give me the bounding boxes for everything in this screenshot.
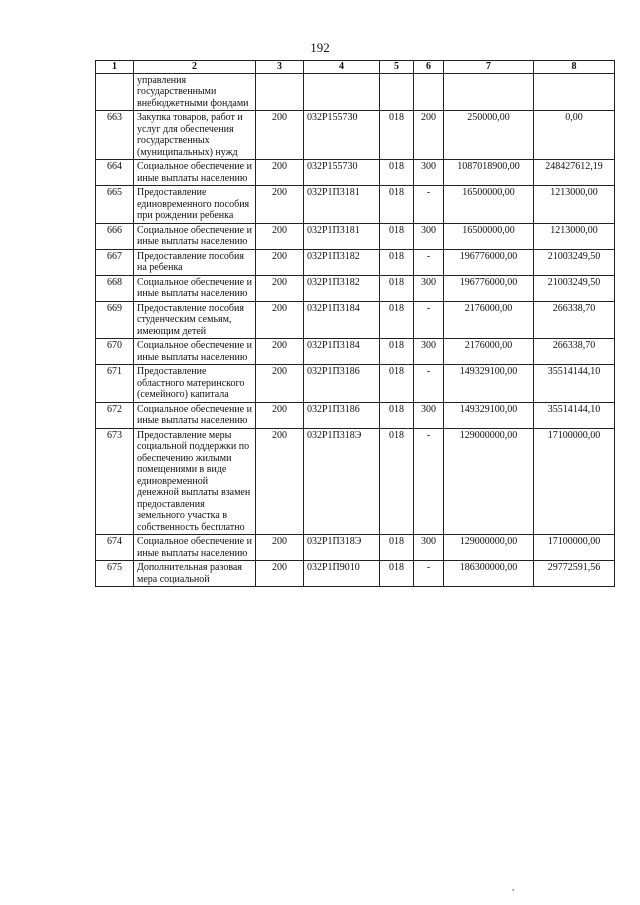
row-number: 670: [96, 339, 134, 365]
row-col-5: 018: [380, 365, 414, 403]
row-col-6: -: [414, 365, 444, 403]
row-code: 032Р1П3186: [304, 402, 380, 428]
row-fact-amount: 21003249,50: [534, 249, 615, 275]
row-code: 032Р1П3182: [304, 275, 380, 301]
row-col-6: -: [414, 249, 444, 275]
row-col-3: 200: [256, 301, 304, 339]
row-fact-amount: 21003249,50: [534, 275, 615, 301]
budget-table: [95, 60, 615, 587]
row-number: 669: [96, 301, 134, 339]
table-row: [96, 339, 615, 365]
row-col-6: 300: [414, 339, 444, 365]
row-col-6: 300: [414, 535, 444, 561]
header-row: [96, 61, 615, 74]
row-col-5: 018: [380, 160, 414, 186]
row-col-5: 018: [380, 275, 414, 301]
row-fact-amount: 1213000,00: [534, 223, 615, 249]
row-fact-amount: 29772591,56: [534, 561, 615, 587]
row-code: 032Р155730: [304, 160, 380, 186]
row-plan-amount: 129000000,00: [444, 535, 534, 561]
row-fact-amount: 248427612,19: [534, 160, 615, 186]
header-col-1: 1: [96, 61, 134, 74]
row-code: 032Р1П9010: [304, 561, 380, 587]
row-col-3: 200: [256, 428, 304, 535]
row-name: Социальное обеспечение и иные выплаты населению: [134, 339, 256, 365]
row-col-3: 200: [256, 223, 304, 249]
row-col-6: 300: [414, 160, 444, 186]
row-number: 668: [96, 275, 134, 301]
row-code: 032Р1П3181: [304, 223, 380, 249]
row-col-5: 018: [380, 561, 414, 587]
row-plan-amount: 2176000,00: [444, 301, 534, 339]
header-col-4: 4: [304, 61, 380, 74]
row-number: 664: [96, 160, 134, 186]
row-code: 032Р1П3186: [304, 365, 380, 403]
row-code: [304, 73, 380, 111]
row-plan-amount: 250000,00: [444, 111, 534, 160]
row-col-6: -: [414, 186, 444, 224]
row-col-5: 018: [380, 111, 414, 160]
row-col-5: 018: [380, 223, 414, 249]
row-col-5: 018: [380, 186, 414, 224]
row-name: Социальное обеспечение и иные выплаты населению: [134, 535, 256, 561]
row-col-3: 200: [256, 535, 304, 561]
row-col-3: [256, 73, 304, 111]
row-name: Дополнительная разовая мера социальной: [134, 561, 256, 587]
row-plan-amount: 196776000,00: [444, 249, 534, 275]
row-col-5: 018: [380, 535, 414, 561]
row-fact-amount: [534, 73, 615, 111]
row-plan-amount: 16500000,00: [444, 186, 534, 224]
table-row: [96, 301, 615, 339]
row-plan-amount: 186300000,00: [444, 561, 534, 587]
row-fact-amount: 17100000,00: [534, 535, 615, 561]
row-number: 674: [96, 535, 134, 561]
row-fact-amount: 35514144,10: [534, 365, 615, 403]
table-row: [96, 428, 615, 535]
row-plan-amount: [444, 73, 534, 111]
table-row: [96, 275, 615, 301]
row-plan-amount: 196776000,00: [444, 275, 534, 301]
row-col-6: -: [414, 301, 444, 339]
row-number: 665: [96, 186, 134, 224]
header-col-6: 6: [414, 61, 444, 74]
row-fact-amount: 266338,70: [534, 339, 615, 365]
row-number: 667: [96, 249, 134, 275]
row-code: 032Р1П3184: [304, 301, 380, 339]
row-plan-amount: 149329100,00: [444, 365, 534, 403]
row-name: Предоставление пособия студенческим семьям, имеющим детей: [134, 301, 256, 339]
table-row: [96, 561, 615, 587]
row-col-3: 200: [256, 561, 304, 587]
row-col-5: 018: [380, 402, 414, 428]
row-col-3: 200: [256, 111, 304, 160]
row-col-5: 018: [380, 339, 414, 365]
row-fact-amount: 1213000,00: [534, 186, 615, 224]
row-col-3: 200: [256, 339, 304, 365]
row-col-6: -: [414, 561, 444, 587]
row-name: Закупка товаров, работ и услуг для обеспечения государственных (муниципальных) нужд: [134, 111, 256, 160]
table-row: [96, 365, 615, 403]
row-code: 032Р1П3184: [304, 339, 380, 365]
row-name: Предоставление пособия на ребенка: [134, 249, 256, 275]
row-number: 672: [96, 402, 134, 428]
row-plan-amount: 1087018900,00: [444, 160, 534, 186]
row-name: Социальное обеспечение и иные выплаты населению: [134, 275, 256, 301]
row-col-3: 200: [256, 160, 304, 186]
row-name: Предоставление единовременного пособия при рождении ребенка: [134, 186, 256, 224]
table-row: [96, 160, 615, 186]
table-row: [96, 402, 615, 428]
row-plan-amount: 16500000,00: [444, 223, 534, 249]
row-code: 032Р1П3182: [304, 249, 380, 275]
row-number: 673: [96, 428, 134, 535]
row-name: управления государственными внебюджетными фондами: [134, 73, 256, 111]
row-col-6: 300: [414, 223, 444, 249]
row-col-3: 200: [256, 186, 304, 224]
row-col-5: 018: [380, 301, 414, 339]
row-col-6: [414, 73, 444, 111]
row-fact-amount: 17100000,00: [534, 428, 615, 535]
row-name: Социальное обеспечение и иные выплаты населению: [134, 223, 256, 249]
row-col-6: -: [414, 428, 444, 535]
row-col-5: 018: [380, 249, 414, 275]
row-name: Предоставление областного материнского (семейного) капитала: [134, 365, 256, 403]
table-row: [96, 186, 615, 224]
row-col-6: 200: [414, 111, 444, 160]
row-col-3: 200: [256, 275, 304, 301]
table-row: [96, 73, 615, 111]
row-col-6: 300: [414, 275, 444, 301]
header-col-2: 2: [134, 61, 256, 74]
row-name: Социальное обеспечение и иные выплаты населению: [134, 160, 256, 186]
row-plan-amount: 149329100,00: [444, 402, 534, 428]
table-row: [96, 223, 615, 249]
row-col-6: 300: [414, 402, 444, 428]
row-col-3: 200: [256, 402, 304, 428]
row-fact-amount: 35514144,10: [534, 402, 615, 428]
header-col-8: 8: [534, 61, 615, 74]
row-plan-amount: 129000000,00: [444, 428, 534, 535]
row-code: 032Р1П3181: [304, 186, 380, 224]
row-code: 032Р1П318Э: [304, 535, 380, 561]
table-row: [96, 535, 615, 561]
header-col-7: 7: [444, 61, 534, 74]
header-col-5: 5: [380, 61, 414, 74]
row-col-3: 200: [256, 365, 304, 403]
table-row: [96, 249, 615, 275]
header-col-3: 3: [256, 61, 304, 74]
row-code: 032Р1П318Э: [304, 428, 380, 535]
row-code: 032Р155730: [304, 111, 380, 160]
row-name: Социальное обеспечение и иные выплаты населению: [134, 402, 256, 428]
row-col-5: 018: [380, 428, 414, 535]
row-number: 666: [96, 223, 134, 249]
row-fact-amount: 0,00: [534, 111, 615, 160]
row-plan-amount: 2176000,00: [444, 339, 534, 365]
row-name: Предоставление меры социальной поддержки по обеспечению жилыми помещениями в виде единовременной денежной выплаты взамен предоставления земельного участка в собственность бесплатно: [134, 428, 256, 535]
row-number: 675: [96, 561, 134, 587]
row-number: [96, 73, 134, 111]
row-col-3: 200: [256, 249, 304, 275]
page-number: 192: [310, 40, 330, 55]
footer-mark: ,: [512, 882, 515, 892]
row-number: 663: [96, 111, 134, 160]
row-number: 671: [96, 365, 134, 403]
table-row: [96, 111, 615, 160]
row-fact-amount: 266338,70: [534, 301, 615, 339]
row-col-5: [380, 73, 414, 111]
